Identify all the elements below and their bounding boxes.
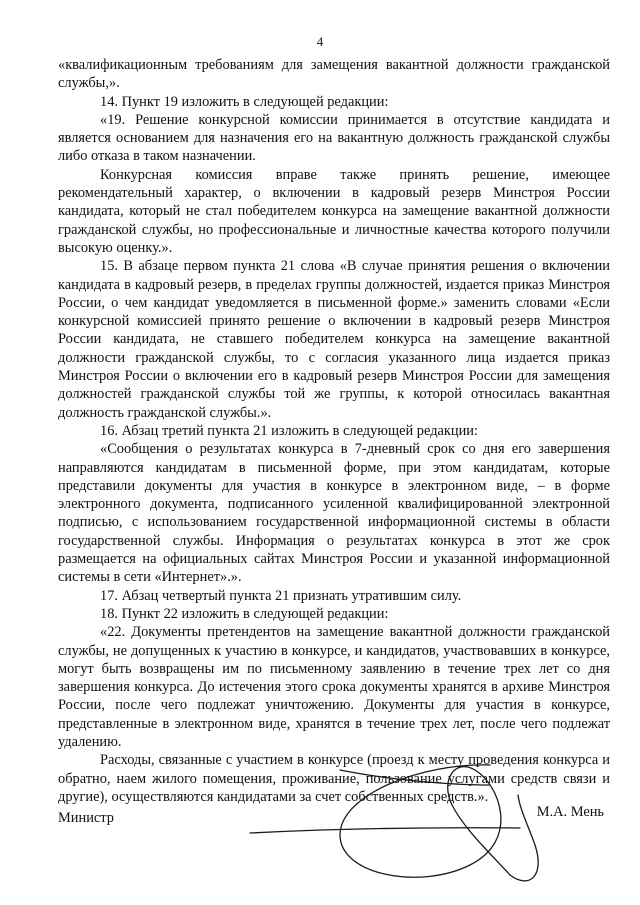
paragraph-item-17: 17. Абзац четвертый пункта 21 признать утратившим силу. <box>100 587 462 604</box>
paragraph-item-18: 18. Пункт 22 изложить в следующей редакции: <box>100 605 389 622</box>
page-number: 4 <box>316 34 324 49</box>
document-body <box>58 56 610 806</box>
signatory-name: М.А. Мень <box>536 804 604 820</box>
paragraph-item-16: 16. Абзац третий пункта 21 изложить в следующей редакции: <box>100 422 478 439</box>
paragraph-expenses: Расходы, связанные с участием в конкурсе (проезд к месту проведения конкурса и обратно, наем жилого помещения, проживание, пользование услугами средств связи и другие), осуществляются кандидатами за счет собственных средств.». <box>58 752 610 805</box>
signatory-title: Министр <box>58 810 114 826</box>
paragraph-continuation: «квалификационным требованиям для замещения вакантной должности гражданской службы,». <box>58 57 610 92</box>
paragraph-results-notice: «Сообщения о результатах конкурса в 7-дневный срок со дня его завершения направляются кандидатам в письменной форме, при этом кандидатам, которые представили документы для участия в конкурсе в электронном виде, – в форме электронного документа, подписанного усиленной квалифицированной электронной подписью, с использованием государственной информационной системы в области государственной службы. Информация о результатах конкурса в этот же срок размещается на официальных сайтах Минстроя России и указанной информационной системы в сети «Интернет».». <box>58 441 610 586</box>
paragraph-commission-rights: Конкурсная комиссия вправе также принять решение, имеющее рекомендательный характер, о включении в кадровый резерв Минстроя России кандидата, который не стал победителем конкурса на замещение вакантной должности гражданской службы, но профессиональные и личностные качества которого получили высокую оценку.». <box>58 166 610 256</box>
paragraph-item-15: 15. В абзаце первом пункта 21 слова «В случае принятия решения о включении кандидата в кадровый резерв, в пределах группы должностей, издается приказ Минстроя России, о чем кандидат уведомляется в письменной форме.» заменить словами «Если конкурсной комиссией принято решение о включении в кадровый резерв Минстроя России кандидата, не ставшего победителем конкурса на замещение вакантной должности гражданской службы, то с согласия указанного лица издается приказ Минстроя России о включении его в кадровый резерв Минстроя России для замещения должностей гражданской службы той же группы, к которой относилась вакантная должность гражданской службы.». <box>58 258 610 421</box>
paragraph-item-22-text: «22. Документы претендентов на замещение вакантной должности гражданской службы, не допущенных к участию в конкурсе, и кандидатов, участвовавших в конкурсе, могут быть возвращены им по письменному заявлению в течение трех лет со дня завершения конкурса. До истечения этого срока документы хранятся в архиве Минстроя России, после чего подлежат уничтожению. Документы для участия в конкурсе, представленные в электронном виде, хранятся в течение трех лет, после чего подлежат удалению. <box>58 624 610 750</box>
signature-block <box>58 804 610 850</box>
paragraph-item-14: 14. Пункт 19 изложить в следующей редакции: <box>100 93 389 110</box>
paragraph-item-19-text: «19. Решение конкурсной комиссии принимается в отсутствие кандидата и является основанием для назначения его на вакантную должность гражданской службы либо отказа в таком назначении. <box>58 111 610 165</box>
signature-stroke-top <box>340 770 490 785</box>
